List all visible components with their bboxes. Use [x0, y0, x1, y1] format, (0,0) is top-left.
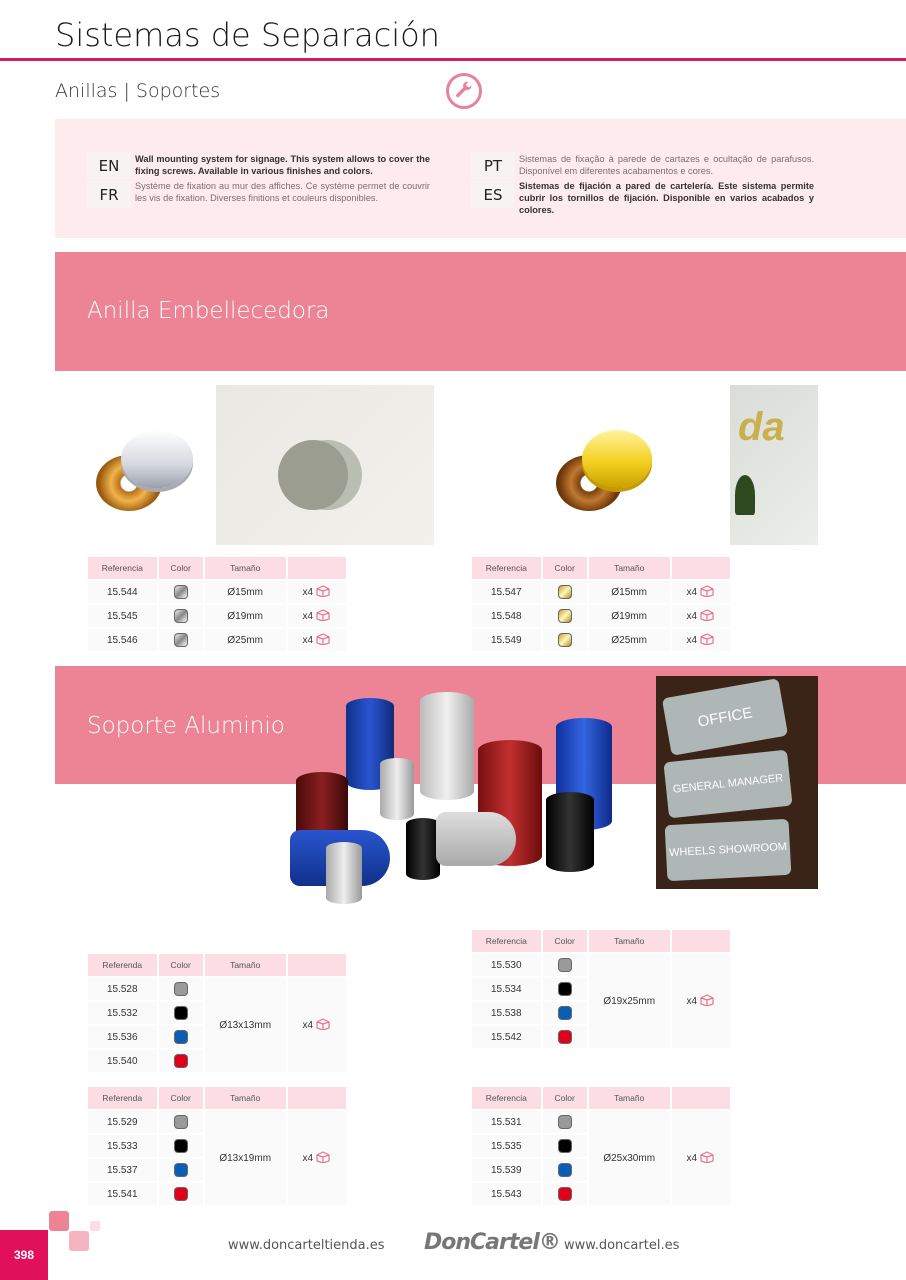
- ref-cell: 15.543: [472, 1183, 541, 1205]
- ref-cell: 15.529: [88, 1111, 157, 1133]
- table-row: [88, 605, 346, 627]
- gold-swatch: [558, 585, 572, 599]
- header-color: Color: [159, 1087, 203, 1109]
- qty-cell: x4: [686, 634, 698, 646]
- soporte-13x19-table: [86, 1085, 348, 1207]
- black-swatch: [174, 1139, 188, 1153]
- chrome-swatch: [174, 633, 188, 647]
- qty-cell: x4: [686, 995, 698, 1007]
- box-icon: [315, 585, 331, 600]
- box-icon: [699, 609, 715, 624]
- ref-cell: 15.535: [472, 1135, 541, 1157]
- header-tamano: Tamaño: [205, 557, 286, 579]
- qty-cell: x4: [302, 586, 314, 598]
- aluminium-standoffs-photo: [288, 690, 618, 905]
- table-row: [472, 629, 730, 651]
- description-panel: [55, 119, 906, 238]
- table-row: [88, 581, 346, 603]
- header-pack: [288, 954, 347, 976]
- gold-swatch: [558, 633, 572, 647]
- page-number: 398: [0, 1230, 48, 1280]
- red-swatch: [558, 1030, 572, 1044]
- header-color: Color: [159, 557, 203, 579]
- chrome-cap-photo: [96, 425, 196, 515]
- decorative-square: [90, 1221, 100, 1231]
- size-cell: Ø13x19mm: [205, 1111, 286, 1205]
- table-row: [472, 1111, 730, 1133]
- box-icon: [699, 1151, 715, 1166]
- ref-cell: 15.528: [88, 978, 157, 1000]
- ref-cell: 15.538: [472, 1002, 541, 1024]
- soporte-13x13-table: [86, 952, 348, 1074]
- qty-cell: x4: [302, 610, 314, 622]
- box-icon: [315, 633, 331, 648]
- table-row: [88, 629, 346, 651]
- red-swatch: [558, 1187, 572, 1201]
- header-pack: [288, 1087, 347, 1109]
- red-swatch: [174, 1054, 188, 1068]
- ref-cell: 15.536: [88, 1026, 157, 1048]
- ref-cell: 15.549: [472, 629, 541, 651]
- ref-cell: 15.541: [88, 1183, 157, 1205]
- header-tamano: Tamaño: [589, 1087, 670, 1109]
- desc-fr: Système de fixation au mur des affiches. Ce système permet de couvrir les vis de fixation. Diverses finitions et couleurs disponibles.: [135, 181, 430, 203]
- chrome-swatch: [174, 609, 188, 623]
- anilla-gold-table: [470, 555, 732, 653]
- sign-office: OFFICE: [662, 678, 788, 756]
- table-row: [472, 954, 730, 976]
- decorative-square: [49, 1211, 69, 1231]
- size-cell: Ø25mm: [205, 629, 286, 651]
- silver-swatch: [558, 958, 572, 972]
- size-cell: Ø25x30mm: [589, 1111, 670, 1205]
- sign-wheels-showroom: WHEELS SHOWROOM: [665, 819, 792, 881]
- black-swatch: [174, 1006, 188, 1020]
- ref-cell: 15.539: [472, 1159, 541, 1181]
- title-divider: [0, 58, 906, 61]
- box-icon: [699, 585, 715, 600]
- ref-cell: 15.530: [472, 954, 541, 976]
- header-pack: [672, 557, 731, 579]
- header-color: Color: [159, 954, 203, 976]
- lang-tag-pt: PT: [471, 152, 515, 179]
- header-tamano: Tamaño: [589, 557, 670, 579]
- section-banner-anilla: [55, 252, 906, 371]
- lang-tag-fr: FR: [87, 181, 131, 208]
- qty-cell: x4: [686, 586, 698, 598]
- blue-swatch: [174, 1163, 188, 1177]
- ref-cell: 15.547: [472, 581, 541, 603]
- wrench-icon: [446, 73, 482, 109]
- header-referencia: Referencia: [88, 557, 157, 579]
- qty-cell: x4: [302, 1019, 314, 1031]
- black-swatch: [558, 982, 572, 996]
- box-icon: [315, 1018, 331, 1033]
- ref-cell: 15.546: [88, 629, 157, 651]
- ref-cell: 15.534: [472, 978, 541, 1000]
- ref-cell: 15.531: [472, 1111, 541, 1133]
- footer-link-doncartel[interactable]: www.doncartel.es: [564, 1238, 680, 1253]
- size-cell: Ø19x25mm: [589, 954, 670, 1048]
- ref-cell: 15.542: [472, 1026, 541, 1048]
- header-color: Color: [543, 930, 587, 952]
- decorative-square: [69, 1231, 89, 1251]
- ref-cell: 15.545: [88, 605, 157, 627]
- qty-cell: x4: [686, 610, 698, 622]
- ref-cell: 15.532: [88, 1002, 157, 1024]
- size-cell: Ø25mm: [589, 629, 670, 651]
- header-referencia: Referencia: [472, 930, 541, 952]
- qty-cell: x4: [686, 1152, 698, 1164]
- silver-swatch: [174, 982, 188, 996]
- header-tamano: Tamaño: [205, 954, 286, 976]
- size-cell: Ø19mm: [589, 605, 670, 627]
- ref-cell: 15.544: [88, 581, 157, 603]
- size-cell: Ø19mm: [205, 605, 286, 627]
- soporte-19x25-table: [470, 928, 732, 1050]
- desc-pt: Sistemas de fixação à parede de cartazes e ocultação de parafusos. Disponível em diferentes acabamentos e cores.: [519, 154, 814, 176]
- qty-cell: x4: [302, 634, 314, 646]
- table-row: [88, 1111, 346, 1133]
- office-signs-photo: [656, 676, 818, 889]
- ref-cell: 15.533: [88, 1135, 157, 1157]
- header-color: Color: [543, 557, 587, 579]
- box-icon: [315, 609, 331, 624]
- anilla-chrome-table: [86, 555, 348, 653]
- size-cell: Ø13x13mm: [205, 978, 286, 1072]
- lang-tag-en: EN: [87, 152, 131, 179]
- header-pack: [288, 557, 347, 579]
- silver-swatch: [174, 1115, 188, 1129]
- header-pack: [672, 930, 731, 952]
- chrome-swatch: [174, 585, 188, 599]
- ref-cell: 15.537: [88, 1159, 157, 1181]
- header-referencia: Referenda: [88, 1087, 157, 1109]
- desc-es: Sistemas de fijación a pared de cartelería. Este sistema permite cubrir los tornillos de fijación. Disponible en varios acabados y colores.: [519, 181, 814, 215]
- gold-cap-photo: [556, 425, 656, 515]
- table-row: [472, 581, 730, 603]
- desc-en: Wall mounting system for signage. This system allows to cover the fixing screws. Available in various finishes and colors.: [135, 154, 430, 176]
- header-referencia: Referenda: [88, 954, 157, 976]
- blue-swatch: [174, 1030, 188, 1044]
- doncartel-logo: DonCartel®: [424, 1230, 560, 1255]
- ref-cell: 15.548: [472, 605, 541, 627]
- page-subtitle: Anillas | Soportes: [55, 80, 221, 102]
- header-referencia: Referencia: [472, 1087, 541, 1109]
- table-row: [472, 605, 730, 627]
- blue-swatch: [558, 1163, 572, 1177]
- box-icon: [699, 994, 715, 1009]
- soporte-25x30-table: [470, 1085, 732, 1207]
- black-swatch: [558, 1139, 572, 1153]
- ref-cell: 15.540: [88, 1050, 157, 1072]
- lang-tag-es: ES: [471, 181, 515, 208]
- size-cell: Ø15mm: [205, 581, 286, 603]
- size-cell: Ø15mm: [589, 581, 670, 603]
- header-referencia: Referencia: [472, 557, 541, 579]
- section-title-anilla: Anilla Embellecedora: [87, 298, 330, 324]
- footer-link-tienda[interactable]: www.doncarteltienda.es: [228, 1238, 385, 1253]
- box-icon: [699, 633, 715, 648]
- sign-general-manager: GENERAL MANAGER: [663, 750, 792, 819]
- gold-cap-mounted-photo: da: [730, 385, 818, 545]
- header-pack: [672, 1087, 731, 1109]
- page-title: Sistemas de Separación: [55, 16, 440, 54]
- section-title-soporte: Soporte Aluminio: [87, 713, 285, 739]
- qty-cell: x4: [302, 1152, 314, 1164]
- header-color: Color: [543, 1087, 587, 1109]
- header-tamano: Tamaño: [589, 930, 670, 952]
- gold-swatch: [558, 609, 572, 623]
- silver-swatch: [558, 1115, 572, 1129]
- box-icon: [315, 1151, 331, 1166]
- chrome-cap-mounted-photo: [216, 385, 434, 545]
- blue-swatch: [558, 1006, 572, 1020]
- red-swatch: [174, 1187, 188, 1201]
- header-tamano: Tamaño: [205, 1087, 286, 1109]
- table-row: [88, 978, 346, 1000]
